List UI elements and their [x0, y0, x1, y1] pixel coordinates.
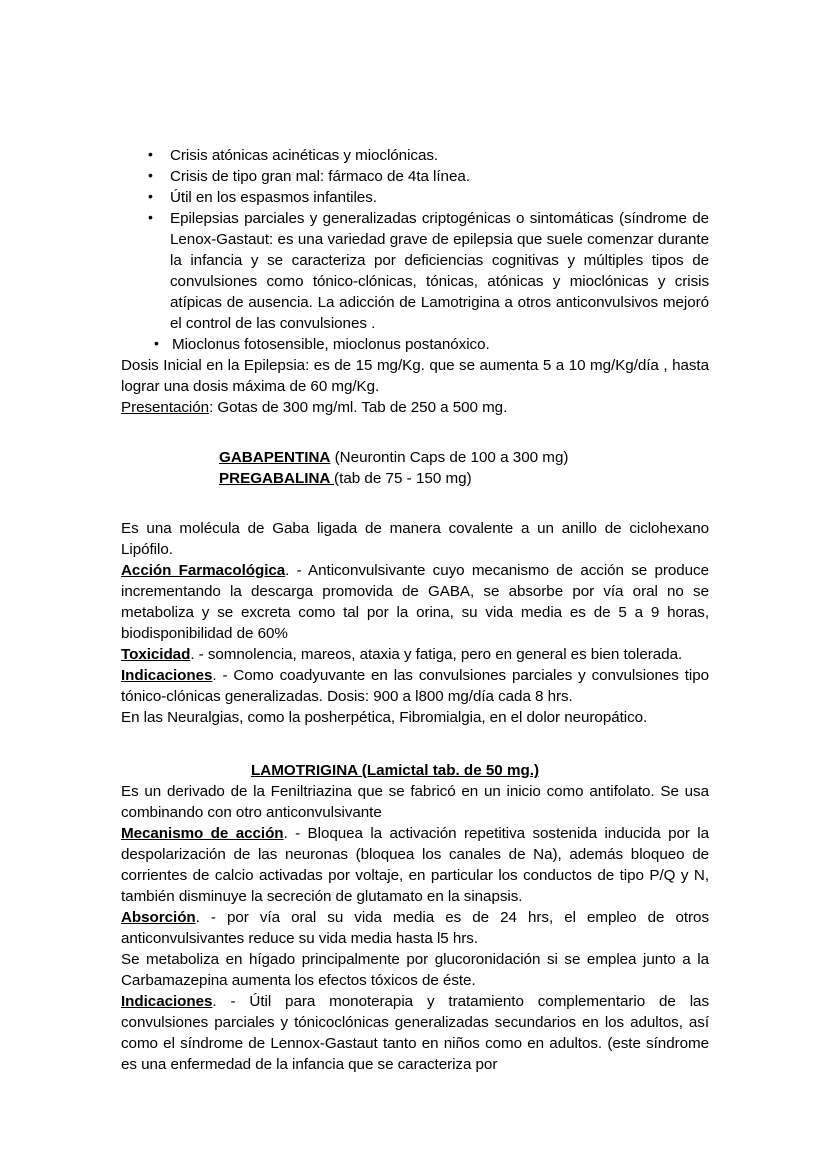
metabolismo-paragraph [121, 949, 709, 991]
absorcion-paragraph [121, 907, 709, 949]
list-item [121, 208, 709, 334]
spacer [121, 489, 709, 518]
pregabalina-heading [219, 468, 709, 489]
mecanismo-accion-paragraph [121, 823, 709, 907]
toxicidad-text: . - somnolencia, mareos, ataxia y fatiga, pero en general es bien tolerada. [190, 646, 683, 663]
pregabalina-name: PREGABALINA [219, 470, 335, 487]
pregabalina-parenthetical: (tab de 75 - 150 mg) [334, 470, 472, 487]
spacer [121, 728, 709, 760]
list-item [121, 334, 709, 355]
list-item-text: Útil en los espasmos infantiles. [170, 189, 377, 206]
indicaciones-lamotrigina-text: . - Útil para monoterapia y tratamiento complementario de las convulsiones parciales y tónicoclónicas generalizadas secundarios en los adultos, así como el síndrome de Lennox-Gastaut tanto en niños como en adultos. (este síndrome es una enfermedad de la infancia que se caracteriza por [121, 993, 709, 1073]
neuralgias-text: En las Neuralgias, como la posherpética, Fibromialgia, en el dolor neuropático. [121, 709, 648, 726]
gabapentina-parenthetical: (Neurontin Caps de 100 a 300 mg) [330, 449, 569, 466]
list-item-text: Epilepsias parciales y generalizadas criptogénicas o sintomáticas (síndrome de Lenox-Gastaut: es una variedad grave de epilepsia que suele comenzar durante la infancia y se caracteriza por deficiencias cognitivas y múltiples tipos de convulsiones como tónico-clónicas, tónicas, atónicas y mioclónicas y crisis atípicas de ausencia. La adicción de Lamotrigina a otros anticonvulsivos mejoró el control de las convulsiones . [170, 210, 709, 332]
lamotrigina-heading-text: LAMOTRIGINA (Lamictal tab. de 50 mg.) [251, 762, 540, 779]
mecanismo-accion-label: Mecanismo de acción [121, 825, 284, 842]
mecanismo-accion-text: . - Bloquea la activación repetitiva sostenida inducida por la despolarización de las neuronas (bloquea los canales de Na), además bloqueo de corrientes de calcio activadas por voltaje, en particular los conductos de tipo P/Q y N, también disminuye la secreción de glutamato en la sinapsis. [121, 825, 710, 905]
initial-dose-paragraph [121, 355, 709, 397]
indications-bullet-list [121, 145, 709, 355]
lamotrigina-intro-paragraph [121, 781, 709, 823]
document-body [121, 145, 709, 1075]
absorcion-label: Absorción [121, 909, 196, 926]
accion-farmacologica-paragraph [121, 560, 709, 644]
initial-dose-text: Dosis Inicial en la Epilepsia: es de 15 mg/Kg. que se aumenta 5 a 10 mg/Kg/día , hasta lograr una dosis máxima de 60 mg/Kg. [121, 357, 709, 395]
gabapentina-intro-text: Es una molécula de Gaba ligada de manera covalente a un anillo de ciclohexano Lipófilo. [121, 520, 709, 558]
list-item-text: Mioclonus fotosensible, mioclonus postanóxico. [172, 336, 490, 353]
gabapentina-heading [219, 447, 709, 468]
lamotrigina-intro-text: Es un derivado de la Feniltriazina que se fabricó en un inicio como antifolato. Se usa combinando con otro anticonvulsivante [121, 783, 709, 821]
indicaciones-lamotrigina-paragraph [121, 991, 709, 1075]
list-item-text: Crisis atónicas acinéticas y mioclónicas. [170, 147, 439, 164]
presentation-paragraph [121, 397, 709, 418]
indicaciones-gabapentina-label: Indicaciones [121, 667, 213, 684]
accion-farmacologica-label: Acción Farmacológica [121, 562, 286, 579]
indicaciones-gabapentina-paragraph [121, 665, 709, 707]
accion-farmacologica-text: . - Anticonvulsivante cuyo mecanismo de acción se produce incrementando la descarga promovida de GABA, se absorbe por vía oral no se metaboliza y se excreta como tal por la orina, su vida media es de 5 a 9 horas, biodisponibilidad de 60% [121, 562, 709, 642]
list-item [121, 187, 709, 208]
indicaciones-gabapentina-text: . - Como coadyuvante en las convulsiones parciales y convulsiones tipo tónico-clónicas generalizadas. Dosis: 900 a l800 mg/día cada 8 hrs. [121, 667, 709, 705]
spacer [121, 418, 709, 447]
list-item [121, 166, 709, 187]
metabolismo-text: Se metaboliza en hígado principalmente por glucoronidación si se emplea junto a la Carbamazepina aumenta los efectos tóxicos de éste. [121, 951, 709, 989]
gabapentina-intro-paragraph [121, 518, 709, 560]
toxicidad-paragraph [121, 644, 709, 665]
list-item-text: Crisis de tipo gran mal: fármaco de 4ta línea. [170, 168, 470, 185]
toxicidad-label: Toxicidad [121, 646, 191, 663]
indicaciones-lamotrigina-label: Indicaciones [121, 993, 213, 1010]
gabapentina-name: GABAPENTINA [219, 449, 331, 466]
presentation-label: Presentación [121, 399, 210, 416]
presentation-text: : Gotas de 300 mg/ml. Tab de 250 a 500 mg. [209, 399, 508, 416]
lamotrigina-heading [251, 760, 709, 781]
list-item [121, 145, 709, 166]
neuralgias-paragraph [121, 707, 709, 728]
absorcion-text: . - por vía oral su vida media es de 24 hrs, el empleo de otros anticonvulsivantes reduce su vida media hasta l5 hrs. [121, 909, 709, 947]
